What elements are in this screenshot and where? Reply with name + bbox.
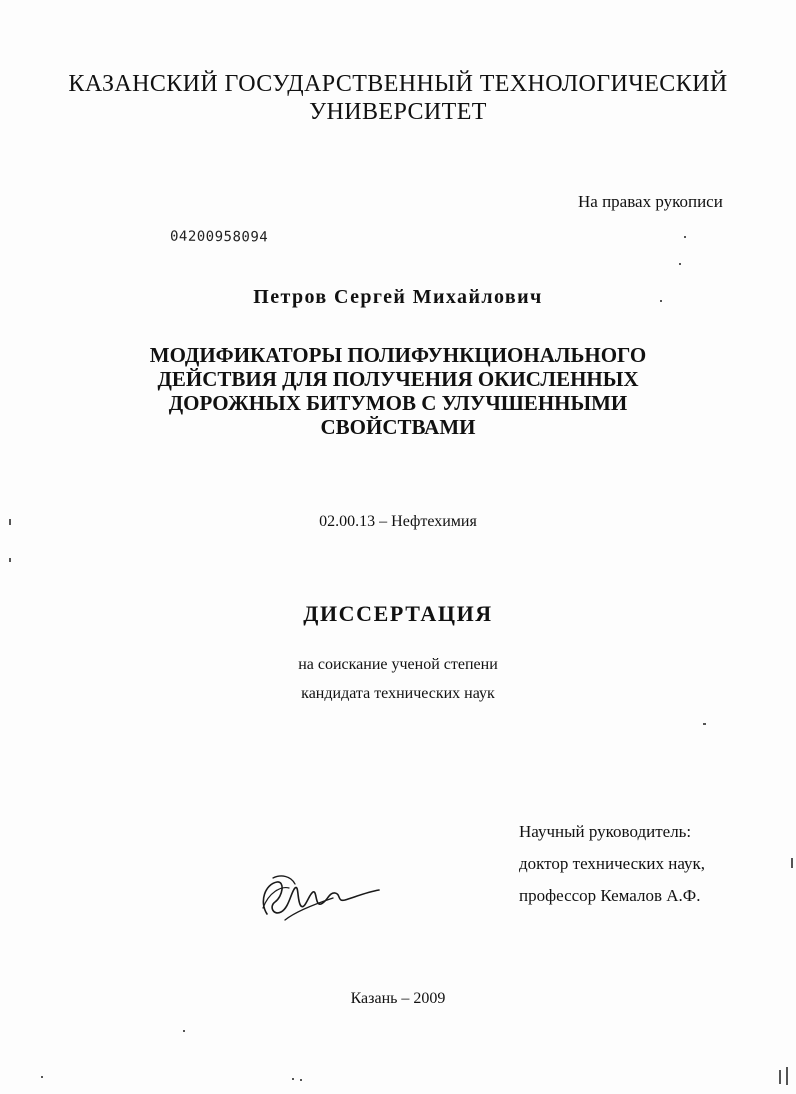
dissertation-title — [0, 343, 796, 439]
title-line-1: МОДИФИКАТОРЫ ПОЛИФУНКЦИОНАЛЬНОГО — [149, 343, 647, 367]
title-line-2: ДЕЙСТВИЯ ДЛЯ ПОЛУЧЕНИЯ ОКИСЛЕННЫХ — [157, 367, 639, 391]
scan-speck — [300, 1079, 302, 1081]
scan-speck — [292, 1078, 294, 1080]
scan-speck — [786, 1067, 788, 1085]
scan-speck — [183, 1030, 185, 1032]
degree-info — [0, 650, 796, 708]
scan-speck — [684, 236, 686, 238]
rights-note: На правах рукописи — [578, 192, 723, 211]
university-line-2: УНИВЕРСИТЕТ — [309, 99, 487, 125]
document-type: ДИССЕРТАЦИЯ — [303, 601, 493, 626]
catalog-number: 04200958094 — [169, 228, 269, 246]
signature-icon — [255, 862, 385, 932]
title-line-3: ДОРОЖНЫХ БИТУМОВ С УЛУЧШЕННЫМИ — [168, 391, 628, 415]
supervisor-block — [519, 816, 705, 912]
scan-speck — [41, 1076, 43, 1078]
degree-line-2: кандидата технических наук — [301, 685, 495, 702]
scan-speck — [791, 858, 793, 868]
supervisor-line-1: Научный руководитель: — [519, 822, 692, 841]
scan-speck — [9, 519, 11, 525]
city-year: Казань – 2009 — [350, 990, 446, 1007]
degree-line-1: на соискание ученой степени — [298, 656, 498, 673]
university-line-1: КАЗАНСКИЙ ГОСУДАРСТВЕННЫЙ ТЕХНОЛОГИЧЕСКИЙ — [68, 71, 728, 97]
scan-speck — [9, 558, 11, 562]
university-name — [0, 70, 796, 126]
title-line-4: СВОЙСТВАМИ — [320, 415, 476, 439]
supervisor-line-3: профессор Кемалов А.Ф. — [519, 886, 701, 905]
scan-speck — [703, 723, 706, 725]
supervisor-line-2: доктор технических наук, — [519, 854, 706, 873]
specialty-code: 02.00.13 – Нефтехимия — [319, 513, 477, 530]
scan-speck — [660, 300, 662, 302]
scan-speck — [679, 263, 681, 265]
scan-speck — [779, 1070, 781, 1084]
author-name: Петров Сергей Михайлович — [253, 286, 543, 308]
